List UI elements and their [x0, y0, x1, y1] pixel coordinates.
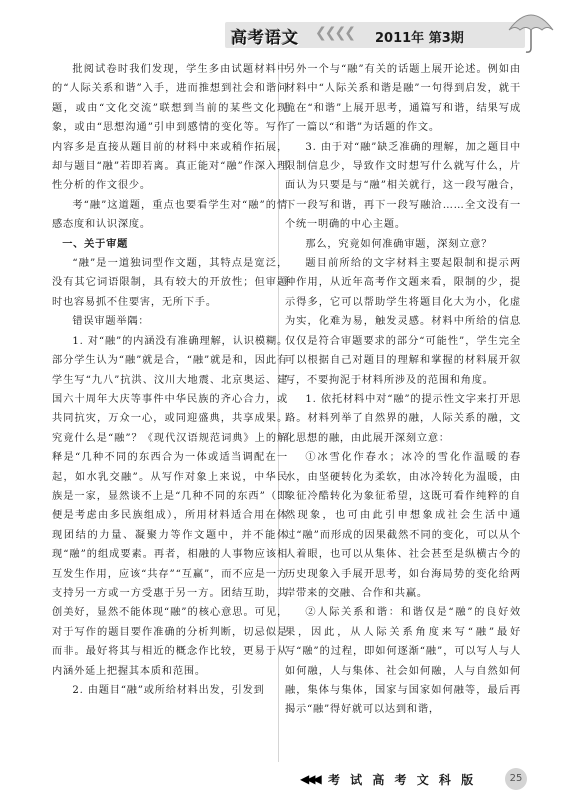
paragraph: 题目前所给的文字材料主要起限制和提示两种作用，从近年高考作文题来看，限制的少，提示得多，它可以帮助学生将题目化大为小，化虚为实，化难为易，触发灵感。材料中所给的信息仅仅是符合审题要求的部分“可能性”，学生完全可以根据自己对题目的理解和掌握的材料展开叙写，不要拘泥于材料所涉及的范围和角度。 — [285, 258, 521, 386]
paragraph: 另外一个与“融”有关的话题上展开论述。例如由材料中“人际关系和谐是融”一句得到启发，就干脆在“和谐”上展开思考，通篇写和谐，结果写成了一篇以“和谐”为话题的作文。 — [285, 64, 521, 134]
right-column — [285, 60, 521, 720]
paragraph: 3. 由于对“融”缺乏准确的理解，加之题目中限制信息少，导致作文时想写什么就写什么，片面认为只要是与“融”相关就行，这一段写融合，下一段写和谐，再下一段写融洽……全文没有一个统一明确的中心主题。 — [285, 141, 521, 231]
paragraph: “融”是一道独词型作文题，其特点是宽泛，没有其它词语限制，具有较大的开放性；但审题时也容易抓不住要害，无所下手。 — [52, 258, 288, 308]
paragraph: 批阅试卷时我们发现，学生多由试题材料中的“人际关系和谐”入手，进而推想到社会和谐问题，或由“文化交流”联想到当前的某些文化现象，或由“思想沟通”引申到感情的变化等。写作内容多是直接从题目前的材料中来或稍作拓展，却与题目“融”若即若离。真正能对“融”作深入理性分析的作文很少。 — [52, 64, 288, 192]
page-footer — [300, 770, 555, 792]
page-header — [225, 22, 525, 48]
paragraph: ①冰雪化作春水；冰冷的雪化作温暖的春水，由坚硬转化为柔软，由冰冷转化为温暖，由象征冷酷转化为象征希望，这既可看作纯粹的自然现象，也可由此引申想象成社会生活中通过“融”而形成的因果截然不同的变化，可以从个人着眼，也可以从集体、社会甚至是纵横古今的历史现象入手展开思考，如台海局势的变化给两岸带来的交融、合作和共赢。 — [285, 452, 521, 599]
umbrella-icon — [505, 6, 557, 56]
paragraph: 那么，究竟如何准确审题，深刻立意？ — [305, 238, 493, 250]
paragraph: 1. 依托材料中对“融”的提示性文字来打开思路。材料列举了自然界的融，人际关系的融，文化思想的融，由此展开深刻立意： — [285, 393, 521, 444]
paragraph: 1. 对“融”的内涵没有准确理解，认识模糊。部分学生认为“融”就是合，“融”就是和，因此有学生写“九八”抗洪、汶川大地震、北京奥运、建国六十周年大庆等事件中华民族的齐心合力，或共同抗灾，万众一心，或同迎盛典，共享成果。究竟什么是“融”？《现代汉语规范词典》上的解释是“几种不同的东西合为一体或适当调配在一起，如水乳交融”。从写作对象上来说，中华民族是一家，显然谈不上是“几种不同的东西”（即便是考虑由多民族组成），所用材料适合用在体现团结的力量、凝聚力等作文题中，并不能体现“融”的组成要素。再者，相融的人事物应该相互发生作用，应该“共存”“互赢”，而不应是一方支持另一方或一方受惠于另一方。团结互助，共创美好，显然不能体现“融”的核心意思。可见，对于写作的题目要作准确的分析判断，切忌似是而非。最好将其与相近的概念作比较，更易于从内涵外延上把握其本质和范围。 — [52, 335, 288, 677]
left-column — [52, 60, 288, 700]
arrows-icon: ◀◀◀ — [300, 772, 319, 786]
publication-name: 考 试 高 考 文 科 版 — [328, 773, 477, 787]
paragraph: 考“融”这道题，重点也要看学生对“融”的情感态度和认识深度。 — [52, 199, 288, 231]
section-heading: 一、关于审题 — [62, 238, 129, 250]
page-number: 25 — [505, 768, 527, 790]
magazine-title: 高考语文 — [231, 28, 300, 47]
chevron-decoration-icon: ❮❮❮❮ — [315, 25, 354, 41]
issue-label: 2011年 第3期 — [375, 31, 464, 46]
paragraph: ②人际关系和谐：和谐仅是“融”的良好效果，因此，从人际关系角度来写“融”最好写“融”的过程，即如何逐渐“融”，可以写人与人如何融，人与集体、社会如何融，人与自然如何融，集体与集体，国家与国家如何融等，最后再揭示“融”得好就可以达到和谐， — [285, 607, 521, 716]
paragraph: 错误审题举隅： — [72, 316, 150, 328]
paragraph: 2. 由题目“融”或所给材料出发，引发到 — [72, 685, 265, 696]
